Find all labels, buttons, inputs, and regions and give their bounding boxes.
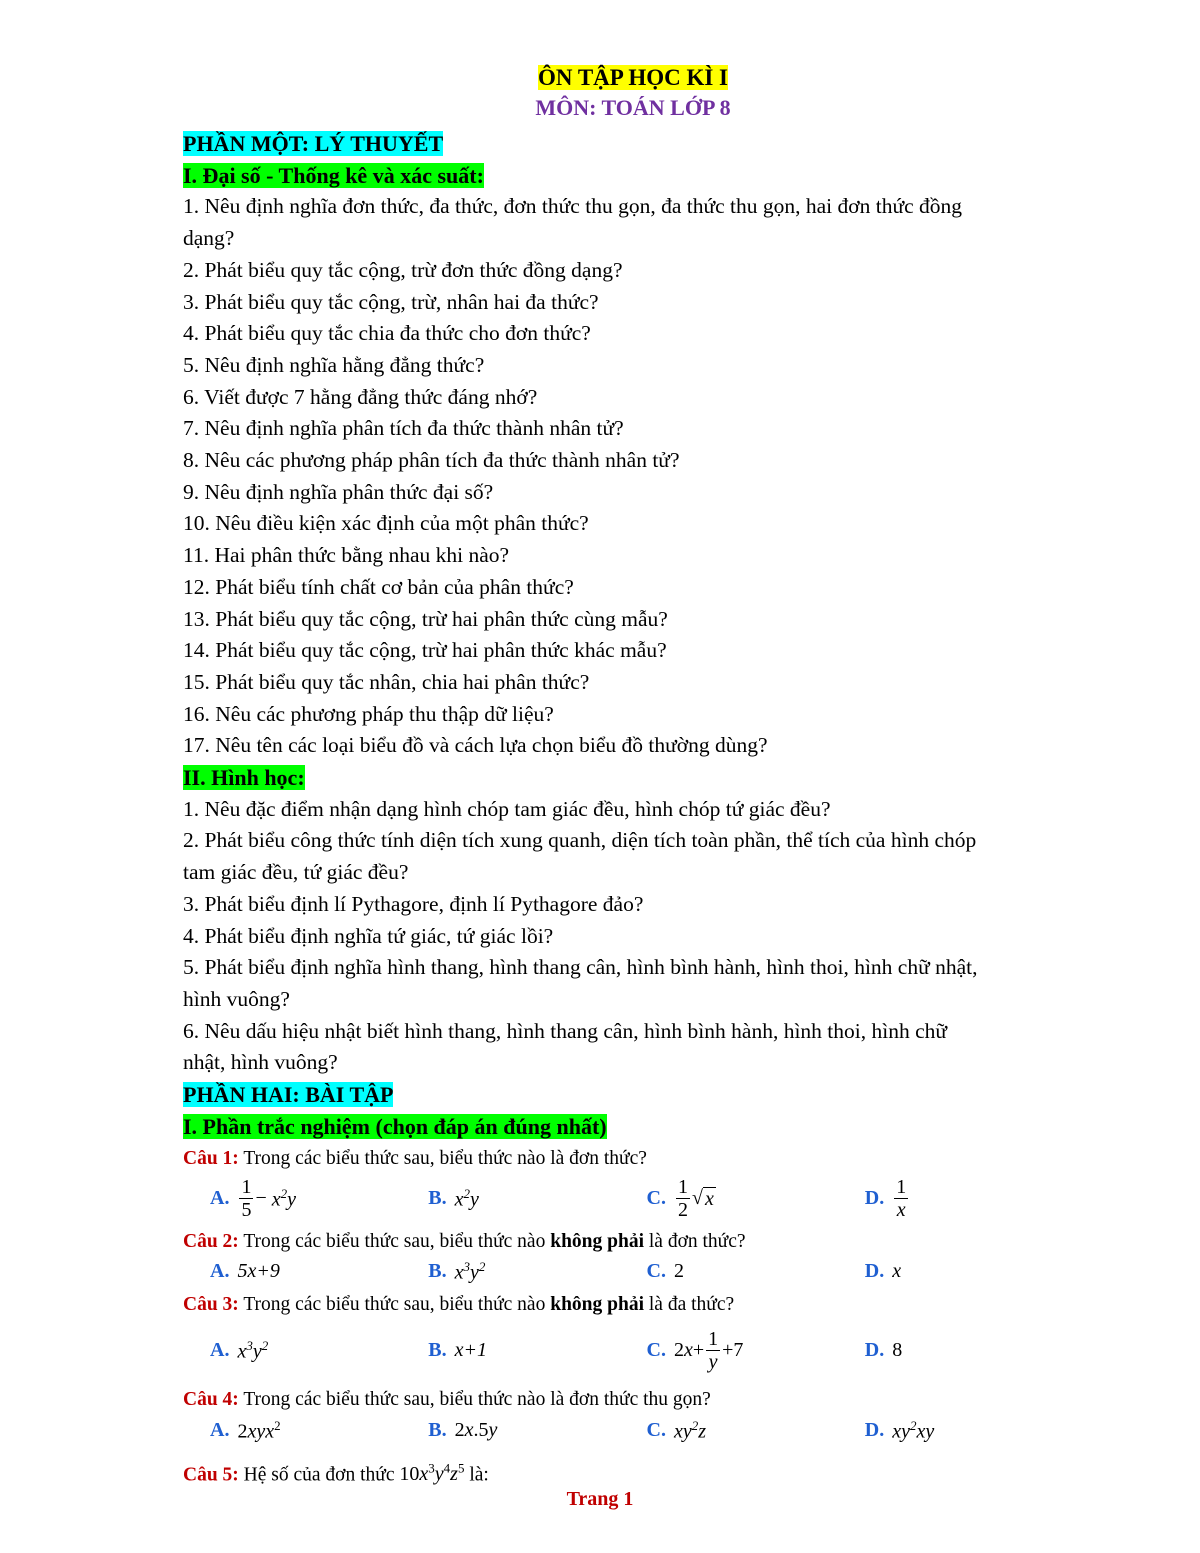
option-d[interactable]: D. $xy^2xy$ xyxy=(864,1417,935,1443)
option-letter: B. xyxy=(428,1187,447,1209)
part2-heading-text: PHẦN HAI: BÀI TẬP xyxy=(183,1082,394,1108)
option-b[interactable] xyxy=(428,1339,646,1362)
question-label: Câu 2: xyxy=(183,1230,239,1252)
geometry-heading-text: II. Hình học: xyxy=(183,765,305,791)
question-5: Câu 5: Hệ số của đơn thức $10x^3y^4z^5$ là: xyxy=(183,1460,489,1486)
list-item: 4. Phát biểu định nghĩa tứ giác, tứ giác lồi? xyxy=(183,923,554,948)
option-letter: B. xyxy=(428,1260,447,1282)
question-text: Trong các biểu thức sau, biểu thức nào là đơn thức thu gọn? xyxy=(243,1388,711,1410)
list-item: 6. Nêu dấu hiệu nhật biết hình thang, hình thang cân, hình bình hành, hình thoi, hình chữ xyxy=(183,1018,948,1043)
list-item: 11. Hai phân thức bằng nhau khi nào? xyxy=(183,543,510,568)
question-2 xyxy=(183,1226,1083,1257)
list-item: 2. Phát biểu quy tắc cộng, trừ đơn thức đồng dạng? xyxy=(183,257,623,282)
option-letter: D. xyxy=(864,1187,885,1209)
list-item: 5. Nêu định nghĩa hằng đẳng thức? xyxy=(183,352,485,377)
list-item: 12. Phát biểu tính chất cơ bản của phân thức? xyxy=(183,574,574,599)
option-letter: D. xyxy=(864,1260,885,1282)
option-b[interactable]: B. $x^3y^2$ xyxy=(428,1258,486,1284)
option-value: 2 xyxy=(673,1260,684,1282)
document-subtitle: MÔN: TOÁN LỚP 8 xyxy=(535,95,731,120)
option-letter: C. xyxy=(646,1419,666,1441)
question-text: Trong các biểu thức sau, biểu thức nào là đơn thức? xyxy=(243,1147,647,1169)
option-letter: C. xyxy=(646,1339,666,1361)
multiple-choice-heading xyxy=(183,1111,1083,1143)
option-letter: A. xyxy=(210,1260,230,1282)
option-d[interactable] xyxy=(865,1176,1083,1221)
list-item: 4. Phát biểu quy tắc chia đa thức cho đơn thức? xyxy=(183,321,591,346)
question-text: Trong các biểu thức sau, biểu thức nào xyxy=(243,1230,546,1252)
list-item: hình vuông? xyxy=(183,986,290,1011)
list-item: 7. Nêu định nghĩa phân tích đa thức thành nhân tử? xyxy=(183,416,624,441)
question-text: Trong các biểu thức sau, biểu thức nào xyxy=(243,1293,546,1315)
page-number: Trang 1 xyxy=(566,1488,634,1510)
option-a[interactable] xyxy=(210,1260,428,1283)
list-item: tam giác đều, tứ giác đều? xyxy=(183,860,409,885)
option-d[interactable] xyxy=(865,1339,1083,1362)
option-letter: D. xyxy=(864,1419,885,1441)
question-emphasis: không phải xyxy=(550,1230,644,1252)
list-item: 16. Nêu các phương pháp thu thập dữ liệu? xyxy=(183,701,554,726)
option-letter: B. xyxy=(428,1339,447,1361)
question-1 xyxy=(183,1143,1083,1174)
algebra-heading-text: I. Đại số - Thống kê và xác suất: xyxy=(183,162,484,188)
fraction: $\frac{1}{2}$ xyxy=(677,1176,688,1221)
list-item: 13. Phát biểu quy tắc cộng, trừ hai phân thức cùng mẫu? xyxy=(183,606,668,631)
question-3 xyxy=(183,1289,1083,1320)
question-2-options xyxy=(210,1257,1083,1287)
geometry-heading xyxy=(183,762,1083,794)
option-c[interactable]: C. $xy^2z$ xyxy=(646,1417,707,1443)
list-item: dạng? xyxy=(183,226,235,251)
question-text-end: là: xyxy=(469,1464,489,1486)
question-text-end: là đa thức? xyxy=(648,1293,735,1315)
document-title xyxy=(183,62,1083,94)
multiple-choice-heading-text: I. Phần trắc nghiệm (chọn đáp án đúng nhất) xyxy=(183,1113,607,1139)
option-a[interactable]: A. 2xyx$^2$ xyxy=(210,1417,281,1443)
list-item: 1. Nêu đặc điểm nhận dạng hình chóp tam giác đều, hình chóp tứ giác đều? xyxy=(183,796,831,821)
part1-heading-text: PHẦN MỘT: LÝ THUYẾT xyxy=(183,131,444,156)
list-item: nhật, hình vuông? xyxy=(183,1050,338,1075)
option-c[interactable]: C. 2x+ $\frac{1}{y}$ +7 xyxy=(646,1328,744,1373)
option-value: 8 xyxy=(892,1339,903,1361)
option-letter: A. xyxy=(210,1339,230,1361)
question-label: Câu 1: xyxy=(183,1147,239,1169)
list-item: 5. Phát biểu định nghĩa hình thang, hình thang cân, hình bình hành, hình thoi, hình chữ nhật, xyxy=(183,955,978,980)
question-1-options xyxy=(210,1174,1083,1224)
option-b[interactable]: B. 2x.5y xyxy=(428,1419,498,1441)
option-value: x xyxy=(892,1260,902,1282)
option-c[interactable]: C. $\frac{1}{2}$ √ x xyxy=(646,1176,714,1221)
option-a[interactable]: A. $x^3y^2$ xyxy=(210,1337,269,1363)
question-3-options xyxy=(210,1320,1083,1382)
option-value: 5x+9 xyxy=(237,1260,280,1282)
list-item: 8. Nêu các phương pháp phân tích đa thức thành nhân tử? xyxy=(183,448,680,473)
option-letter: A. xyxy=(210,1419,230,1441)
list-item: 17. Nêu tên các loại biểu đồ và cách lựa chọn biểu đồ thường dùng? xyxy=(183,733,768,758)
list-item: 1. Nêu định nghĩa đơn thức, đa thức, đơn thức thu gọn, đa thức thu gọn, hai đơn thức đồng xyxy=(183,194,963,219)
option-b[interactable]: B. $x^2y$ xyxy=(428,1185,479,1211)
list-item: 6. Viết được 7 hằng đẳng thức đáng nhớ? xyxy=(183,384,538,409)
question-emphasis: không phải xyxy=(550,1293,644,1315)
part1-heading xyxy=(183,128,1083,160)
algebra-list xyxy=(183,191,1083,762)
fraction: $\frac{1}{y}$ xyxy=(708,1328,719,1373)
option-value: x+1 xyxy=(454,1339,487,1361)
option-c[interactable] xyxy=(647,1260,865,1283)
title-text: ÔN TẬP HỌC KÌ I xyxy=(538,65,728,90)
question-label: Câu 4: xyxy=(183,1388,239,1410)
question-label: Câu 3: xyxy=(183,1293,239,1315)
fraction: $\frac{1}{5}$ xyxy=(241,1176,252,1221)
option-letter: C. xyxy=(646,1187,666,1209)
list-item: 3. Phát biểu định lí Pythagore, định lí Pythagore đảo? xyxy=(183,891,644,916)
part2-heading xyxy=(183,1079,1083,1111)
option-letter: B. xyxy=(428,1419,447,1441)
list-item: 15. Phát biểu quy tắc nhân, chia hai phân thức? xyxy=(183,669,590,694)
list-item: 9. Nêu định nghĩa phân thức đại số? xyxy=(183,479,494,504)
option-d[interactable] xyxy=(865,1260,1083,1283)
document-page xyxy=(183,62,1083,1490)
list-item: 14. Phát biểu quy tắc cộng, trừ hai phân thức khác mẫu? xyxy=(183,638,667,663)
list-item: 10. Nêu điều kiện xác định của một phân thức? xyxy=(183,511,589,536)
option-letter: D. xyxy=(864,1339,885,1361)
question-text: Hệ số của đơn thức xyxy=(243,1464,395,1486)
geometry-list xyxy=(183,794,1083,1079)
question-text-end: là đơn thức? xyxy=(648,1230,746,1252)
algebra-heading xyxy=(183,160,1083,192)
question-4-options xyxy=(210,1415,1083,1447)
option-letter: A. xyxy=(210,1187,230,1209)
question-4 xyxy=(183,1384,1083,1415)
option-a[interactable]: A. $\frac{1}{5}$ − $x^2y$ xyxy=(210,1176,297,1221)
list-item: 3. Phát biểu quy tắc cộng, trừ, nhân hai đa thức? xyxy=(183,289,599,314)
fraction: $\frac{1}{x}$ xyxy=(896,1176,907,1221)
list-item: 2. Phát biểu công thức tính diện tích xung quanh, diện tích toàn phần, thể tích của hình chóp xyxy=(183,828,977,853)
option-letter: C. xyxy=(646,1260,666,1282)
question-label: Câu 5: xyxy=(183,1464,239,1486)
